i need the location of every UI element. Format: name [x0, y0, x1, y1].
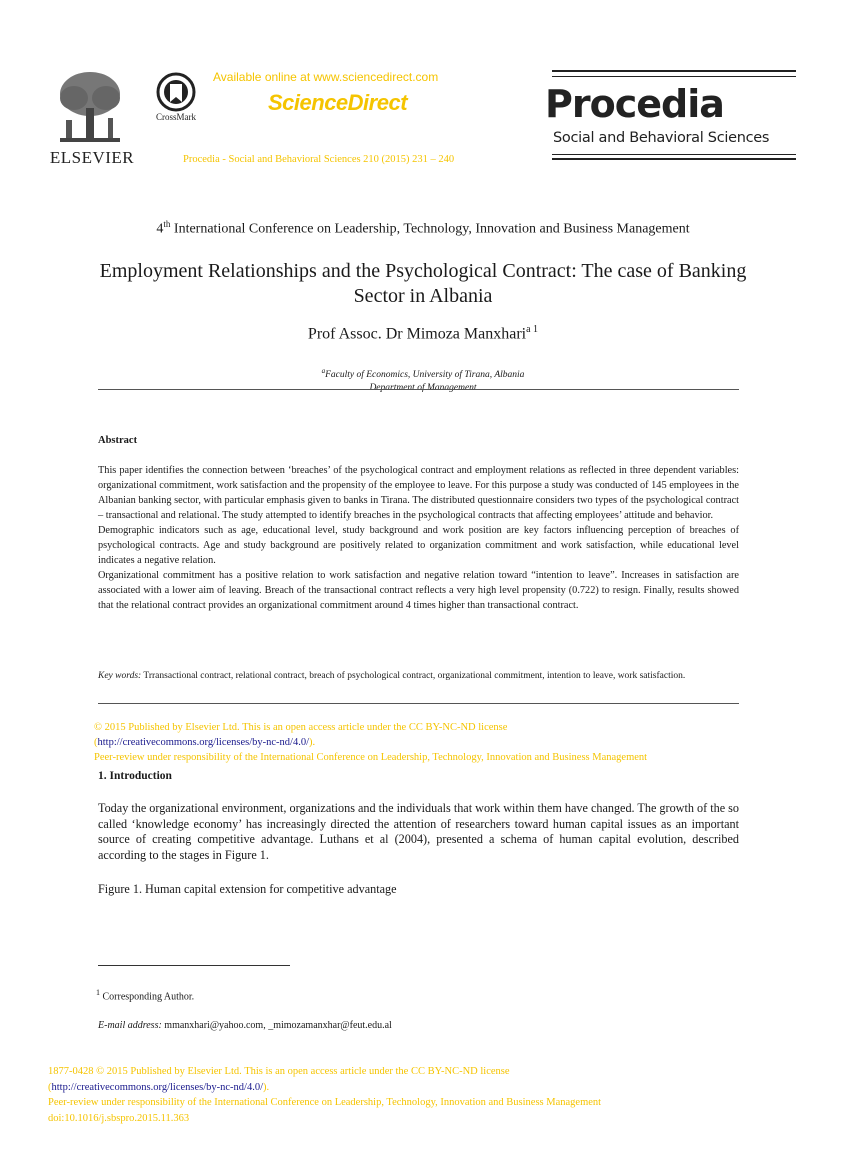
journal-rule	[552, 158, 796, 160]
journal-rule	[552, 154, 796, 155]
footnote-text: Corresponding Author.	[100, 991, 195, 1003]
keywords-text: Trransactional contract, relational contract, breach of psychological contract, organizational commitment, intention to leave, work satisfaction.	[141, 671, 686, 681]
conference-name-text: International Conference on Leadership, Technology, Innovation and Business Management	[170, 221, 690, 237]
email-value: mmanxhari@yahoo.com, _mimozamanxhar@feut.edu.al	[161, 1020, 392, 1031]
author-superscript: a 1	[526, 324, 539, 335]
journal-rule	[552, 70, 796, 72]
divider	[98, 703, 739, 704]
keywords-label: Key words:	[98, 671, 142, 681]
license-notice-bottom	[48, 1064, 768, 1126]
keywords	[98, 669, 739, 684]
conference-ordinal: 4	[156, 221, 164, 237]
abstract-paragraph: This paper identifies the connection between ‘breaches’ of the psychological contract and employment relations as reflected in three dependent variables: organizational commitment, work satisfaction and the propensity of the employee to leave. For this purpose a study was conducted of 145 employees in the Albanian banking sector, with particular emphasis given to banks in Tirana. The distributed questionnaire considers two types of the psychological contract – transactional and relational. The study attempted to identify breaches in the psychological contracts that affecting employees’ attitude and behavior.	[98, 465, 739, 521]
crossmark-label: CrossMark	[156, 112, 196, 122]
abstract-paragraph: Organizational commitment has a positive relation to work satisfaction and negative relation toward “intention to leave”. Increases in satisfaction are associated with a lower aim of leaving. Breach of the transactional contract reflects a very high level propensity (0.722) to resign. Finally, results showed that the relational contract provides an organizational commitment around 4 times higher than transactional contract.	[98, 570, 739, 611]
footnote-rule	[98, 965, 290, 966]
conference-ordinal-suffix: th	[163, 219, 171, 229]
email-label: E-mail address:	[98, 1020, 162, 1031]
sciencedirect-logo: ScienceDirect	[268, 90, 408, 115]
abstract-heading: Abstract	[98, 435, 138, 446]
issn-license-line: 1877-0428 © 2015 Published by Elsevier Ltd. This is an open access article under the CC BY-NC-ND license	[48, 1066, 510, 1077]
license-paren: (	[94, 737, 98, 748]
procedia-subtitle: Social and Behavioral Sciences	[553, 130, 770, 146]
license-line: © 2015 Published by Elsevier Ltd. This is an open access article under the CC BY-NC-ND license	[94, 722, 508, 733]
affiliation	[80, 365, 766, 395]
elsevier-wordmark: ELSEVIER	[49, 148, 135, 167]
author-name: Prof Assoc. Dr Mimoza Manxhari	[307, 325, 527, 343]
affiliation-superscript: a	[321, 367, 326, 375]
crossmark-icon[interactable]	[156, 72, 196, 112]
footnote	[96, 988, 194, 1002]
elsevier-tree-logo	[52, 68, 128, 150]
license-paren: ).	[263, 1081, 270, 1093]
introduction-paragraph: Today the organizational environment, organizations and the individuals that work within them have changed. The growth of the so called ‘knowledge economy’ has increasingly directed the attention of researchers toward human capital issues as an important source of creating competitive advantage. Luthans et al (2004), presented a schema of human capital evolution, described according to the stages in Figure 1.	[98, 801, 739, 862]
abstract-paragraph: Demographic indicators such as age, educational level, study background and work position are key factors influencing perception of breaches of psychological contracts. Age and study background are positively related to organization commitment and work satisfaction, while educational level indicates a negative relation.	[98, 525, 739, 566]
license-paren: ).	[309, 737, 316, 748]
footnote-number: 1	[96, 988, 100, 997]
paper-title: Employment Relationships and the Psychological Contract: The case of Banking Sector in Albania	[99, 260, 747, 307]
license-paren: (	[48, 1081, 52, 1093]
journal-rule	[552, 76, 796, 77]
peer-review-line: Peer-review under responsibility of the International Conference on Leadership, Technology, Innovation and Business Management	[48, 1097, 602, 1108]
divider	[98, 389, 739, 390]
email-line	[98, 1020, 392, 1031]
peer-review-line: Peer-review under responsibility of the International Conference on Leadership, Technology, Innovation and Business Management	[94, 752, 648, 763]
license-notice-top	[94, 720, 754, 765]
procedia-logo: Procedia	[545, 82, 724, 126]
section-heading: 1. Introduction	[98, 770, 172, 782]
license-link[interactable]: http://creativecommons.org/licenses/by-nc-nd/4.0/	[97, 737, 310, 748]
available-online-text: Available online at www.sciencedirect.com	[213, 70, 439, 84]
doi-line: doi:10.1016/j.sbspro.2015.11.363	[48, 1112, 190, 1124]
license-link[interactable]: http://creativecommons.org/licenses/by-nc-nd/4.0/	[51, 1081, 264, 1093]
figure-caption: Figure 1. Human capital extension for competitive advantage	[98, 882, 397, 896]
affiliation-line-1: Faculty of Economics, University of Tirana, Albania	[325, 370, 525, 381]
abstract-body	[98, 463, 739, 613]
conference-name	[80, 219, 766, 238]
journal-citation: Procedia - Social and Behavioral Sciences 210 (2015) 231 – 240	[183, 154, 455, 165]
author-line	[80, 324, 766, 343]
